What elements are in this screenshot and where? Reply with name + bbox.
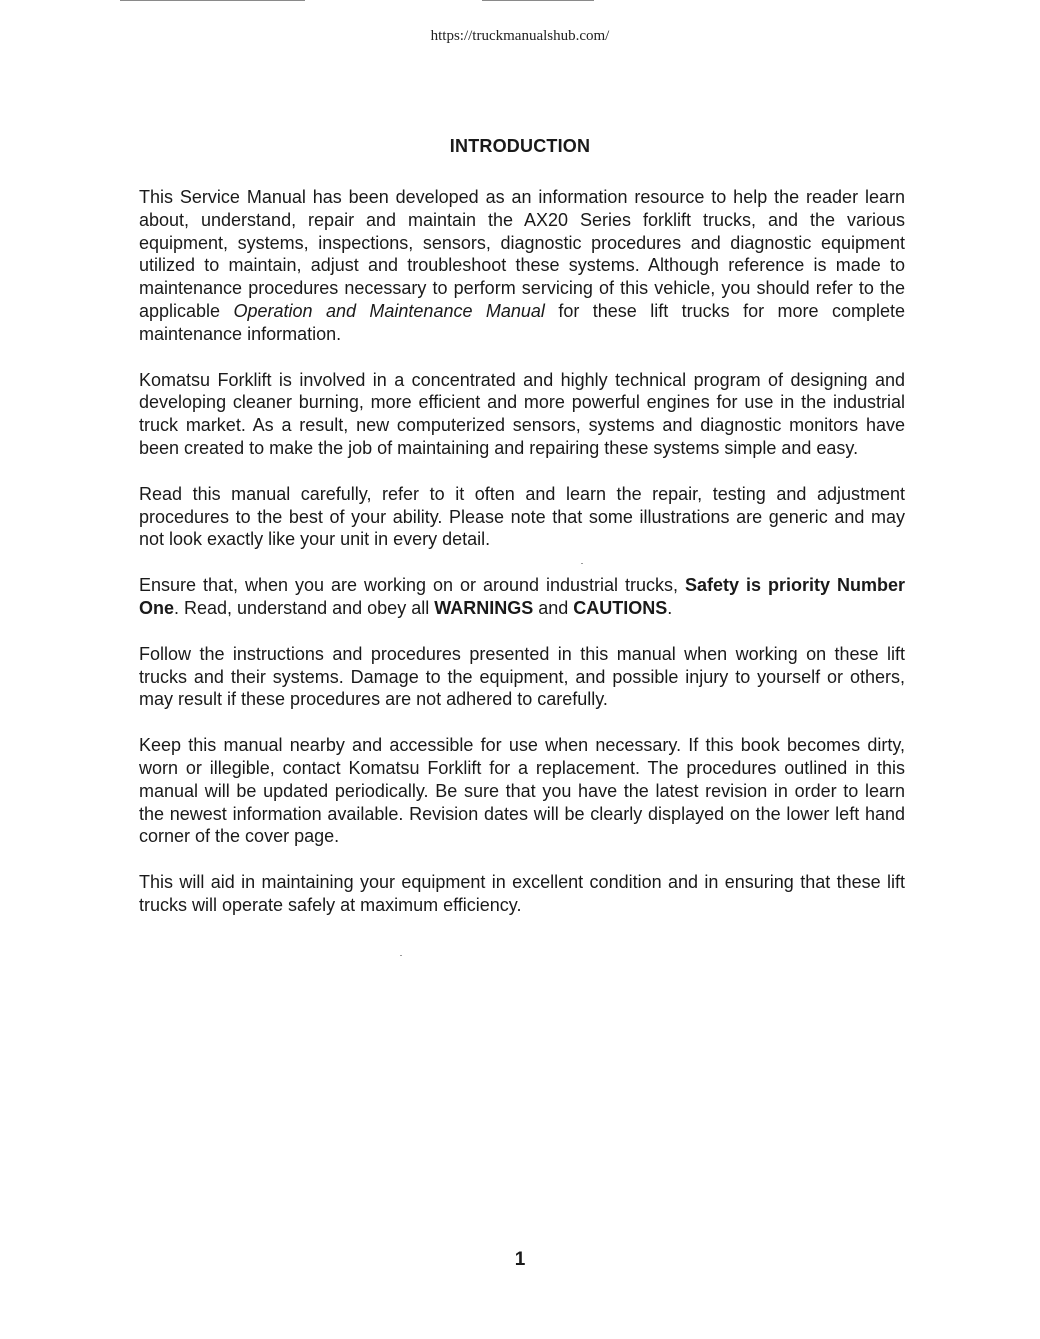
- paragraph-text: This Service Manual has been developed as an information resource to help the reader learn about, understand, repair and maintain the AX20 Series forklift trucks, and the various equipment, systems, inspections, sensors, diagnostic procedures and diagnostic equipment utilized to maintain, adjust and troubleshoot these systems. Although reference is made to maintenance procedures necessary to perform servicing of this vehicle, you should refer to the applicable: [139, 187, 905, 321]
- warnings-emphasis: WARNINGS: [434, 597, 534, 618]
- page-title: INTRODUCTION: [449, 136, 591, 156]
- cautions-emphasis: CAUTIONS: [573, 597, 668, 618]
- paragraph-7: This will aid in maintaining your equipment in excellent condition and in ensuring that these lift trucks will operate safely at maximum efficiency.: [139, 872, 905, 915]
- manual-title-italic: Operation and Maintenance Manual: [233, 300, 545, 321]
- paragraph-text: and: [533, 597, 574, 618]
- paragraph-1: [139, 186, 905, 346]
- paragraph-3: Read this manual carefully, refer to it often and learn the repair, testing and adjustment procedures to the best of your ability. Please note that some illustrations are generic and may not look exactly like your unit in every detail.: [139, 483, 905, 550]
- paragraph-text: .: [667, 597, 673, 618]
- page-number: 1: [514, 1249, 526, 1270]
- body-text: [139, 186, 905, 940]
- scan-speck: [581, 563, 583, 564]
- scan-artifact-line: [482, 0, 594, 1]
- paragraph-4: [139, 574, 905, 620]
- scan-artifact-line: [120, 0, 305, 1]
- paragraph-text: . Read, understand and obey all: [174, 597, 435, 618]
- paragraph-2: Komatsu Forklift is involved in a concentrated and highly technical program of designing and developing cleaner burning, more efficient and more powerful engines for use in the industrial truck market. As a result, new computerized sensors, systems and diagnostic monitors have been created to make the job of maintaining and repairing these systems simple and easy.: [139, 369, 905, 458]
- safety-emphasis: Safety is priority Number One: [139, 575, 905, 618]
- paragraph-6: Keep this manual nearby and accessible for use when necessary. If this book becomes dirty, worn or illegible, contact Komatsu Forklift for a replacement. The procedures outlined in this manual will be updated periodically. Be sure that you have the latest revision in order to learn the newest information available. Revision dates will be clearly displayed on the lower left hand corner of the cover page.: [139, 735, 905, 847]
- scan-speck: [400, 955, 402, 956]
- paragraph-text: Ensure that, when you are working on or around industrial trucks,: [139, 575, 686, 596]
- header-url[interactable]: https://truckmanualshub.com/: [430, 28, 610, 44]
- paragraph-5: Follow the instructions and procedures presented in this manual when working on these lift trucks and their systems. Damage to the equipment, and possible injury to yourself or others, may result if these procedures are not adhered to carefully.: [139, 643, 905, 710]
- paragraph-text: for these lift trucks for more complete maintenance information.: [139, 300, 905, 344]
